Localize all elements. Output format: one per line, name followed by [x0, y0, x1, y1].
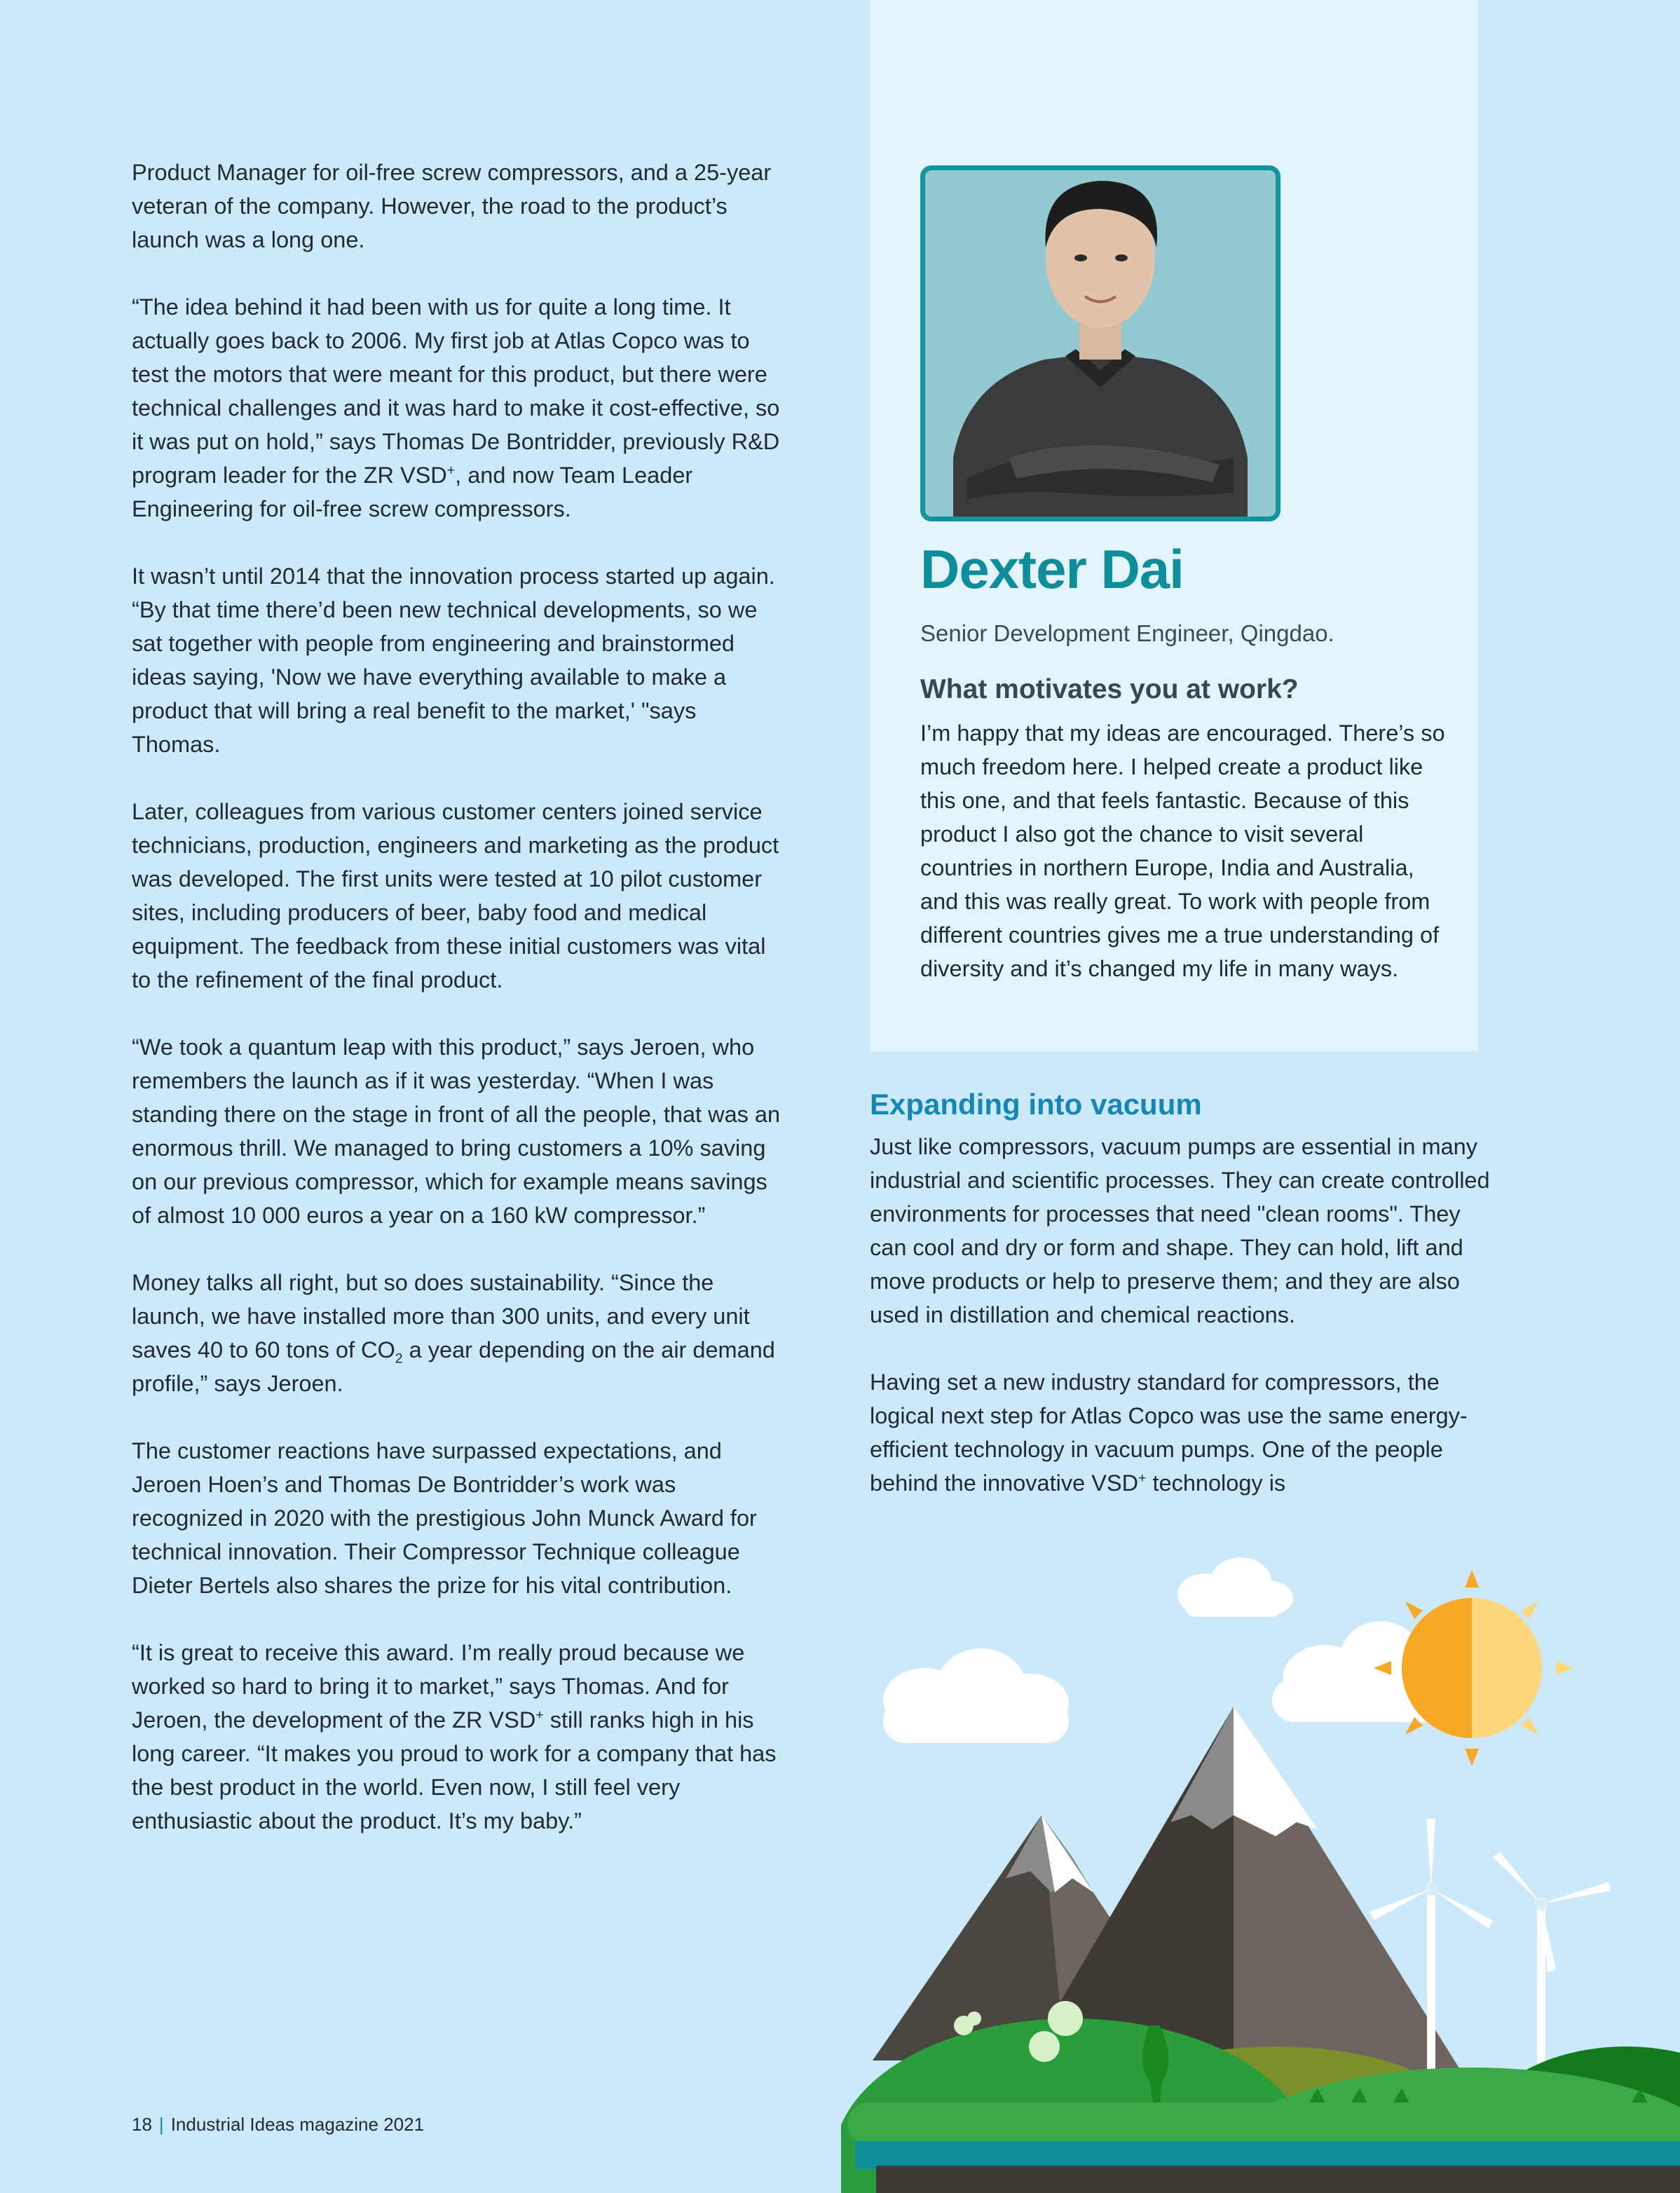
cloud-icon	[1177, 1557, 1293, 1617]
paragraph	[132, 290, 784, 526]
paragraph: The customer reactions have surpassed expectations, and Jeroen Hoen’s and Thomas De Bontridder’s work was recognized in 2020 with the prestigious John Munck Award for technical innovation. Their Compressor Technique colleague Dieter Bertels also shares the prize for his vital contribution.	[132, 1438, 757, 1598]
ground-grass	[848, 2103, 1680, 2145]
text-run: technology is	[1146, 1470, 1286, 1496]
paragraph: Just like compressors, vacuum pumps are essential in many industrial and scientific processes. They can create controlled environments for processes that need "clean rooms". They can cool and dry or form and shape. They can hold, lift and move products or help to preserve them; and they are also used in distillation and chemical reactions.	[870, 1134, 1490, 1327]
profile-name: Dexter Dai	[920, 538, 1184, 600]
profile-answer: I’m happy that my ideas are encouraged. There’s so much freedom here. I helped create a product like this one, and that feels fantastic. Because of this product I also got the chance to visit several countries in northern Europe, India and Australia, and this was really great. To work with people from different countries gives me a true understanding of diversity and it’s changed my life in many ways.	[920, 720, 1445, 981]
paragraph: Product Manager for oil-free screw compressors, and a 25-year veteran of the company. However, the road to the product’s launch was a long one.	[132, 160, 772, 252]
text-run: still ranks high in his long career. “It makes you proud to work for a company that has the best product in the world. Even now, I still feel very enthusiastic about the product. It’s my baby.”	[132, 1707, 777, 1833]
page-number: 18	[132, 2114, 152, 2135]
text-run: Money talks all right, but so does sustainability. “Since the launch, we have installed more than 300 units, and every unit saves 40 to 60 tons of CO	[132, 1270, 750, 1362]
text-run: “The idea behind it had been with us for quite a long time. It actually goes back to 2006. My first job at Atlas Copco was to test the motors that were meant for this product, but there were technical challenges and it was hard to make it cost-effective, so it was put on hold,” says Thomas De Bontridder, previously R&D program leader for the ZR VSD	[132, 294, 780, 488]
text-run: Having set a new industry standard for compressors, the logical next step for Atlas Copco was use the same energy-efficient technology in vacuum pumps. One of the people behind the innovative VSD	[870, 1369, 1468, 1496]
publication-name: Industrial Ideas magazine 2021	[170, 2114, 425, 2135]
section-title: Expanding into vacuum	[870, 1088, 1202, 1121]
paragraph: Later, colleagues from various customer centers joined service technicians, production, engineers and marketing as the product was developed. The first units were tested at 10 pilot customer sites, including producers of beer, baby food and medical equipment. The feedback from these initial customers was vital to the refinement of the final product.	[132, 799, 779, 992]
text-run: , and now Team Leader Engineering for oil-free screw compressors.	[132, 463, 693, 521]
landscape-illustration	[841, 1528, 1680, 2193]
superscript: +	[1138, 1470, 1147, 1487]
text-run: “It is great to receive this award. I’m really proud because we worked so hard to bring it to market,” says Thomas. And for Jeroen, the development of the ZR VSD	[132, 1640, 745, 1733]
superscript: +	[446, 463, 456, 479]
superscript: +	[535, 1707, 544, 1723]
left-column	[132, 156, 784, 1871]
paragraph	[132, 1266, 784, 1400]
paragraph	[870, 1365, 1501, 1500]
profile-panel	[870, 0, 1478, 1051]
text-run: a year depending on the air demand profile,” says Jeroen.	[132, 1337, 775, 1396]
subscript: 2	[395, 1351, 403, 1367]
paragraph: “We took a quantum leap with this product,” says Jeroen, who remembers the launch as if it was yesterday. “When I was standing there on the stage in front of all the people, that was an enormous thrill. We managed to bring customers a 10% saving on our previous compressor, which for example means savings of almost 10 000 euros a year on a 160 kW compressor.”	[132, 1034, 781, 1228]
paragraph	[132, 1636, 784, 1838]
portrait-image	[925, 128, 1276, 517]
ground-water	[855, 2141, 1680, 2169]
profile-photo	[920, 165, 1281, 521]
right-column	[870, 1085, 1501, 1533]
profile-role: Senior Development Engineer, Qingdao.	[920, 620, 1334, 646]
paragraph: It wasn’t until 2014 that the innovation process started up again. “By that time there’d been new technical developments, so we sat together with people from engineering and brainstormed ideas saying, 'Now we have everything available to make a product that will bring a real benefit to the market,' "says Thomas.	[132, 563, 775, 757]
page-footer	[132, 2114, 424, 2136]
profile-question: What motivates you at work?	[920, 674, 1299, 704]
cloud-icon	[883, 1648, 1069, 1743]
sun-icon	[1374, 1570, 1573, 1766]
footer-separator: |	[158, 2114, 164, 2135]
ground-soil	[876, 2166, 1680, 2193]
